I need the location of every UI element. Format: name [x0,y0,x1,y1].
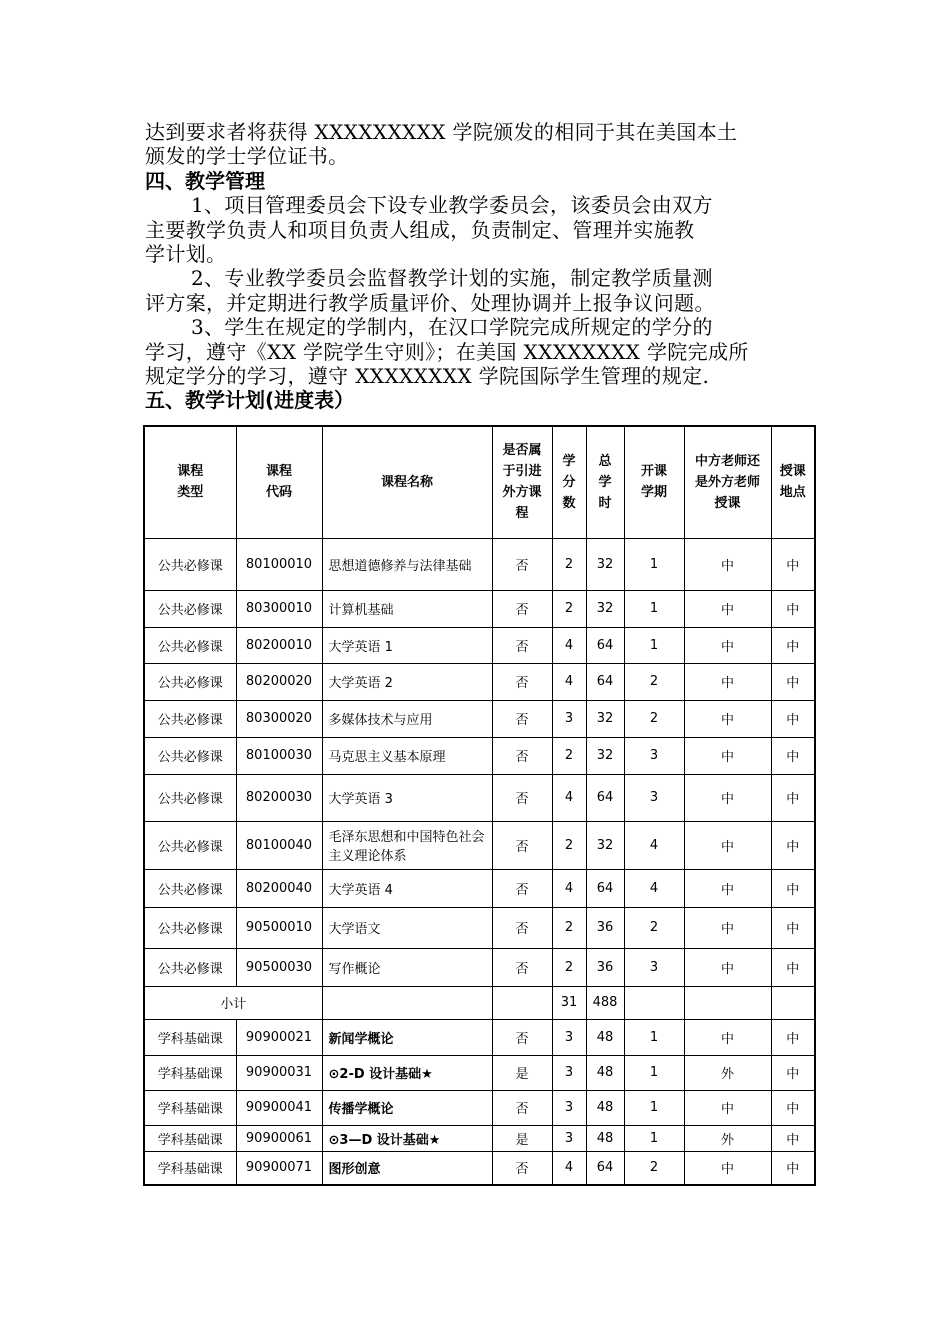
term-cell: 1 [624,590,684,627]
location-cell: 中 [771,737,815,774]
credits-cell: 2 [552,821,586,869]
total-hours-cell: 64 [586,869,624,907]
credits-cell: 3 [552,1125,586,1151]
course-name-cell: 大学英语 4 [322,869,492,907]
term-cell: 1 [624,1055,684,1090]
course-type-cell: 学科基础课 [144,1125,236,1151]
foreign-course-cell: 否 [492,663,552,700]
term-cell: 1 [624,1090,684,1125]
teacher-cell: 中 [684,663,771,700]
course-name-cell: 计算机基础 [322,590,492,627]
location-cell: 中 [771,1019,815,1055]
course-code-cell: 90500030 [236,948,322,986]
location-cell: 中 [771,627,815,663]
course-name-cell: 大学英语 1 [322,627,492,663]
total-hours-cell: 64 [586,663,624,700]
section-4-paragraph-3-line-3: 规定学分的学习，遵守 XXXXXXXX 学院国际学生管理的规定. [145,364,710,389]
course-code-cell: 90900071 [236,1151,322,1185]
header-teacher: 中方老师还 是外方老师 授课 [684,426,771,538]
credits-cell: 4 [552,627,586,663]
course-type-cell: 公共必修课 [144,948,236,986]
table-row [144,1090,815,1125]
foreign-course-cell: 否 [492,590,552,627]
credits-cell: 2 [552,538,586,590]
term-cell: 3 [624,948,684,986]
teacher-cell: 外 [684,1055,771,1090]
total-hours-cell: 36 [586,948,624,986]
foreign-course-cell: 否 [492,700,552,737]
course-name-cell: 马克思主义基本原理 [322,737,492,774]
teacher-cell: 中 [684,1019,771,1055]
term-cell: 4 [624,869,684,907]
course-type-cell: 学科基础课 [144,1090,236,1125]
course-code-cell: 80200010 [236,627,322,663]
course-name-cell: 写作概论 [322,948,492,986]
document-body [145,120,817,413]
course-code-cell: 80100010 [236,538,322,590]
teacher-cell: 中 [684,590,771,627]
course-code-cell: 80200040 [236,869,322,907]
table-header-row [144,426,815,538]
location-cell: 中 [771,774,815,821]
teacher-cell: 中 [684,737,771,774]
course-type-cell: 公共必修课 [144,538,236,590]
foreign-course-cell: 否 [492,948,552,986]
term-cell: 2 [624,1151,684,1185]
total-hours-cell: 32 [586,821,624,869]
table-row [144,1055,815,1090]
teacher-cell: 中 [684,869,771,907]
header-foreign-course: 是否属 于引进 外方课 程 [492,426,552,538]
course-type-cell: 公共必修课 [144,590,236,627]
section-4-paragraph-2-line-1: 2、专业教学委员会监督教学计划的实施，制定教学质量测 [191,266,713,291]
table-row [144,700,815,737]
total-hours-cell: 64 [586,1151,624,1185]
course-code-cell: 90500010 [236,907,322,948]
total-hours-cell: 48 [586,1125,624,1151]
term-cell: 3 [624,737,684,774]
foreign-course-cell: 否 [492,821,552,869]
course-type-cell: 公共必修课 [144,907,236,948]
course-code-cell: 80200030 [236,774,322,821]
credits-cell: 2 [552,590,586,627]
section-4-paragraph-3-line-1: 3、学生在规定的学制内，在汉口学院完成所规定的学分的 [191,315,713,340]
table-row [144,1019,815,1055]
course-code-cell: 80300020 [236,700,322,737]
term-cell: 1 [624,538,684,590]
course-type-cell: 公共必修课 [144,774,236,821]
term-cell: 3 [624,774,684,821]
intro-line-1: 达到要求者将获得 XXXXXXXXX 学院颁发的相同于其在美国本土 [145,120,738,144]
location-cell: 中 [771,907,815,948]
subtotal-row [144,986,815,1019]
table-row [144,538,815,590]
subtotal-credits: 31 [552,986,586,1019]
teacher-cell: 中 [684,538,771,590]
course-name-cell: 大学英语 2 [322,663,492,700]
subtotal-empty-name [322,986,492,1019]
credits-cell: 4 [552,663,586,700]
header-course-type: 课程 类型 [144,426,236,538]
location-cell: 中 [771,821,815,869]
section-5-heading: 五、教学计划(进度表） [145,388,355,413]
total-hours-cell: 48 [586,1090,624,1125]
subtotal-empty-term [624,986,684,1019]
total-hours-cell: 48 [586,1055,624,1090]
credits-cell: 3 [552,1090,586,1125]
course-name-cell: ⊙3—D 设计基础★ [322,1125,492,1151]
teacher-cell: 中 [684,948,771,986]
total-hours-cell: 32 [586,737,624,774]
header-total-hours: 总 学 时 [586,426,624,538]
table-row [144,1125,815,1151]
total-hours-cell: 36 [586,907,624,948]
foreign-course-cell: 否 [492,774,552,821]
term-cell: 2 [624,700,684,737]
location-cell: 中 [771,1125,815,1151]
course-code-cell: 90900031 [236,1055,322,1090]
course-code-cell: 90900041 [236,1090,322,1125]
course-type-cell: 公共必修课 [144,700,236,737]
credits-cell: 3 [552,700,586,737]
term-cell: 2 [624,663,684,700]
location-cell: 中 [771,700,815,737]
header-location: 授课 地点 [771,426,815,538]
credits-cell: 2 [552,907,586,948]
total-hours-cell: 32 [586,538,624,590]
foreign-course-cell: 否 [492,737,552,774]
intro-line-2: 颁发的学士学位证书。 [145,144,349,169]
course-type-cell: 公共必修课 [144,663,236,700]
total-hours-cell: 32 [586,590,624,627]
teacher-cell: 中 [684,700,771,737]
course-name-cell: 大学语文 [322,907,492,948]
course-name-cell: 新闻学概论 [322,1019,492,1055]
term-cell: 4 [624,821,684,869]
course-type-cell: 学科基础课 [144,1151,236,1185]
teacher-cell: 外 [684,1125,771,1151]
total-hours-cell: 32 [586,700,624,737]
course-type-cell: 公共必修课 [144,821,236,869]
location-cell: 中 [771,590,815,627]
term-cell: 1 [624,1125,684,1151]
foreign-course-cell: 否 [492,907,552,948]
term-cell: 1 [624,1019,684,1055]
foreign-course-cell: 否 [492,538,552,590]
table-row [144,869,815,907]
course-code-cell: 80300010 [236,590,322,627]
subtotal-empty-teacher [684,986,771,1019]
teacher-cell: 中 [684,627,771,663]
location-cell: 中 [771,663,815,700]
course-type-cell: 学科基础课 [144,1055,236,1090]
teacher-cell: 中 [684,1090,771,1125]
credits-cell: 2 [552,737,586,774]
location-cell: 中 [771,869,815,907]
total-hours-cell: 64 [586,774,624,821]
course-code-cell: 90900061 [236,1125,322,1151]
location-cell: 中 [771,1090,815,1125]
course-name-cell: ⊙2-D 设计基础★ [322,1055,492,1090]
course-name-cell: 思想道德修养与法律基础 [322,538,492,590]
foreign-course-cell: 否 [492,627,552,663]
course-type-cell: 学科基础课 [144,1019,236,1055]
header-course-name: 课程名称 [322,426,492,538]
course-name-cell: 图形创意 [322,1151,492,1185]
credits-cell: 3 [552,1055,586,1090]
table-row [144,663,815,700]
section-4-paragraph-1-line-3: 学计划。 [145,242,227,267]
location-cell: 中 [771,538,815,590]
foreign-course-cell: 是 [492,1055,552,1090]
table-row [144,627,815,663]
location-cell: 中 [771,1055,815,1090]
teacher-cell: 中 [684,821,771,869]
course-name-cell: 大学英语 3 [322,774,492,821]
term-cell: 1 [624,627,684,663]
table-row [144,907,815,948]
course-type-cell: 公共必修课 [144,869,236,907]
table-row [144,948,815,986]
term-cell: 2 [624,907,684,948]
course-name-cell: 毛泽东思想和中国特色社会主义理论体系 [322,821,492,869]
course-code-cell: 80100040 [236,821,322,869]
foreign-course-cell: 否 [492,1151,552,1185]
course-type-cell: 公共必修课 [144,737,236,774]
header-credits: 学 分 数 [552,426,586,538]
course-type-cell: 公共必修课 [144,627,236,663]
course-name-cell: 多媒体技术与应用 [322,700,492,737]
subtotal-label: 小计 [144,986,322,1019]
section-4-paragraph-2-line-2: 评方案，并定期进行教学质量评价、处理协调并上报争议问题。 [145,290,715,315]
section-4-heading: 四、教学管理 [145,168,265,193]
subtotal-empty-place [771,986,815,1019]
section-4-paragraph-1-line-2: 主要教学负责人和项目负责人组成，负责制定、管理并实施教 [145,217,695,242]
teacher-cell: 中 [684,907,771,948]
course-name-cell: 传播学概论 [322,1090,492,1125]
total-hours-cell: 64 [586,627,624,663]
teacher-cell: 中 [684,1151,771,1185]
subtotal-empty-foreign [492,986,552,1019]
table-row [144,737,815,774]
foreign-course-cell: 否 [492,1019,552,1055]
foreign-course-cell: 是 [492,1125,552,1151]
subtotal-hours: 488 [586,986,624,1019]
course-code-cell: 90900021 [236,1019,322,1055]
table-row [144,1151,815,1185]
table-row [144,821,815,869]
course-code-cell: 80200020 [236,663,322,700]
location-cell: 中 [771,1151,815,1185]
credits-cell: 2 [552,948,586,986]
credits-cell: 4 [552,774,586,821]
location-cell: 中 [771,948,815,986]
header-term: 开课 学期 [624,426,684,538]
course-code-cell: 80100030 [236,737,322,774]
table-row [144,590,815,627]
header-course-code: 课程 代码 [236,426,322,538]
teaching-plan-table [143,425,816,1186]
section-4-paragraph-1-line-1: 1、项目管理委员会下设专业教学委员会，该委员会由双方 [191,193,713,218]
credits-cell: 3 [552,1019,586,1055]
total-hours-cell: 48 [586,1019,624,1055]
table-row [144,774,815,821]
teacher-cell: 中 [684,774,771,821]
credits-cell: 4 [552,1151,586,1185]
section-4-paragraph-3-line-2: 学习，遵守《XX 学院学生守则》；在美国 XXXXXXXX 学院完成所 [145,339,749,364]
foreign-course-cell: 否 [492,869,552,907]
credits-cell: 4 [552,869,586,907]
foreign-course-cell: 否 [492,1090,552,1125]
